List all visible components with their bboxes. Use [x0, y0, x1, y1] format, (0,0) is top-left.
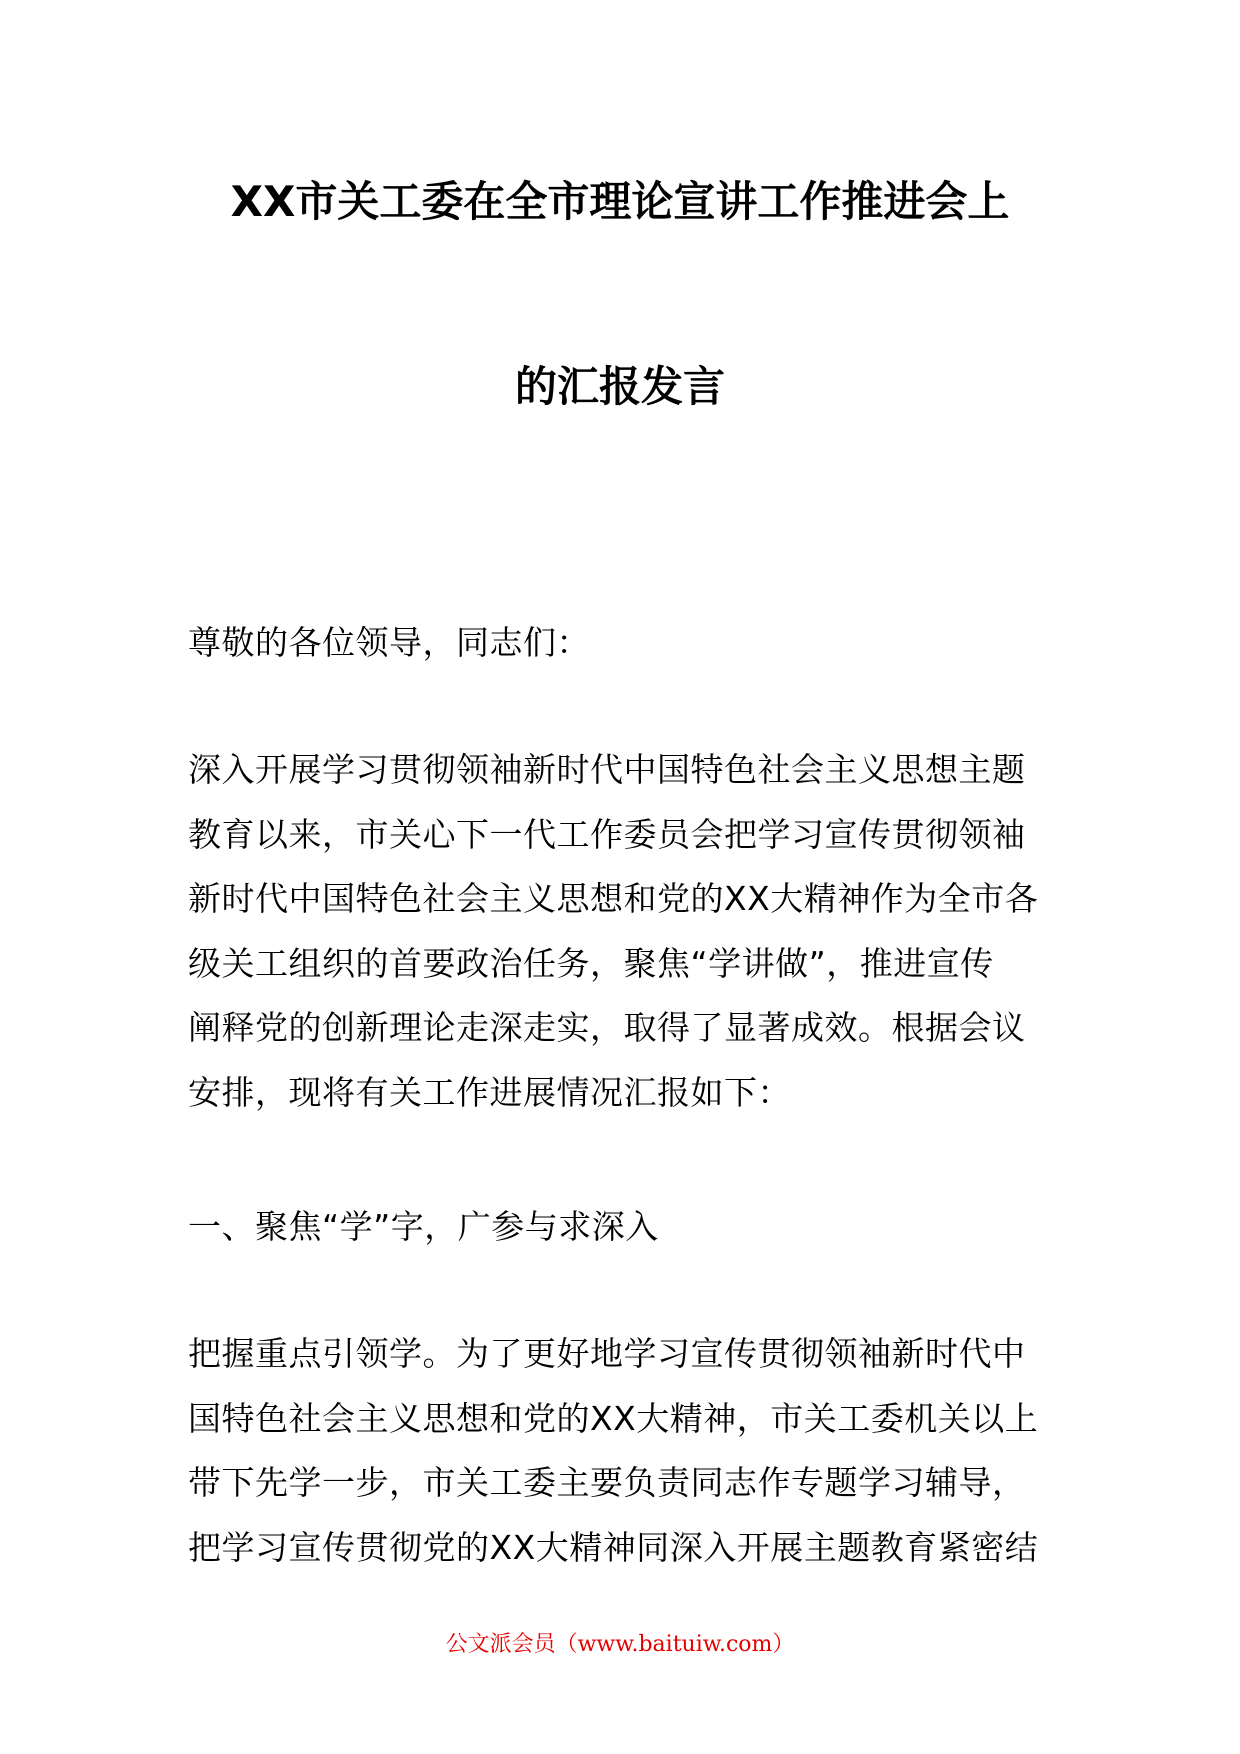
salutation: 尊敬的各位领导，同志们： — [188, 623, 590, 662]
paragraph-line: 阐释党的创新理论走深走实，取得了显著成效。根据会议 — [188, 1008, 1026, 1047]
paragraph-line: 把握重点引领学。为了更好地学习宣传贯彻领袖新时代中 — [188, 1334, 1026, 1373]
paragraph-line: 深入开展学习贯彻领袖新时代中国特色社会主义思想主题 — [188, 750, 1026, 789]
document-title-line-2: 的汇报发言 — [514, 362, 725, 411]
section-heading-1: 一、聚焦“学”字，广参与求深入 — [188, 1207, 659, 1246]
paragraph-line: 新时代中国特色社会主义思想和党的XX大精神作为全市各 — [188, 879, 1039, 918]
paragraph-line: 级关工组织的首要政治任务，聚焦“学讲做”，推进宣传 — [188, 943, 994, 983]
footer-watermark-link[interactable]: 公文派会员（www.baituiw.com） — [445, 1632, 795, 1657]
document-title-line-1: XX市关工委在全市理论宣讲工作推进会上 — [230, 177, 1010, 226]
paragraph-line: 国特色社会主义思想和党的XX大精神，市关工委机关以上 — [188, 1398, 1039, 1438]
paragraph-1 — [188, 738, 1058, 1125]
paragraph-line: 安排，现将有关工作进展情况汇报如下： — [188, 1072, 791, 1112]
paragraph-line: 把学习宣传贯彻党的XX大精神同深入开展主题教育紧密结 — [188, 1527, 1039, 1567]
paragraph-line: 带下先学一步，市关工委主要负责同志作专题学习辅导， — [188, 1463, 1026, 1502]
paragraph-2 — [188, 1322, 1058, 1580]
paragraph-line: 教育以来，市关心下一代工作委员会把学习宣传贯彻领袖 — [188, 814, 1026, 854]
